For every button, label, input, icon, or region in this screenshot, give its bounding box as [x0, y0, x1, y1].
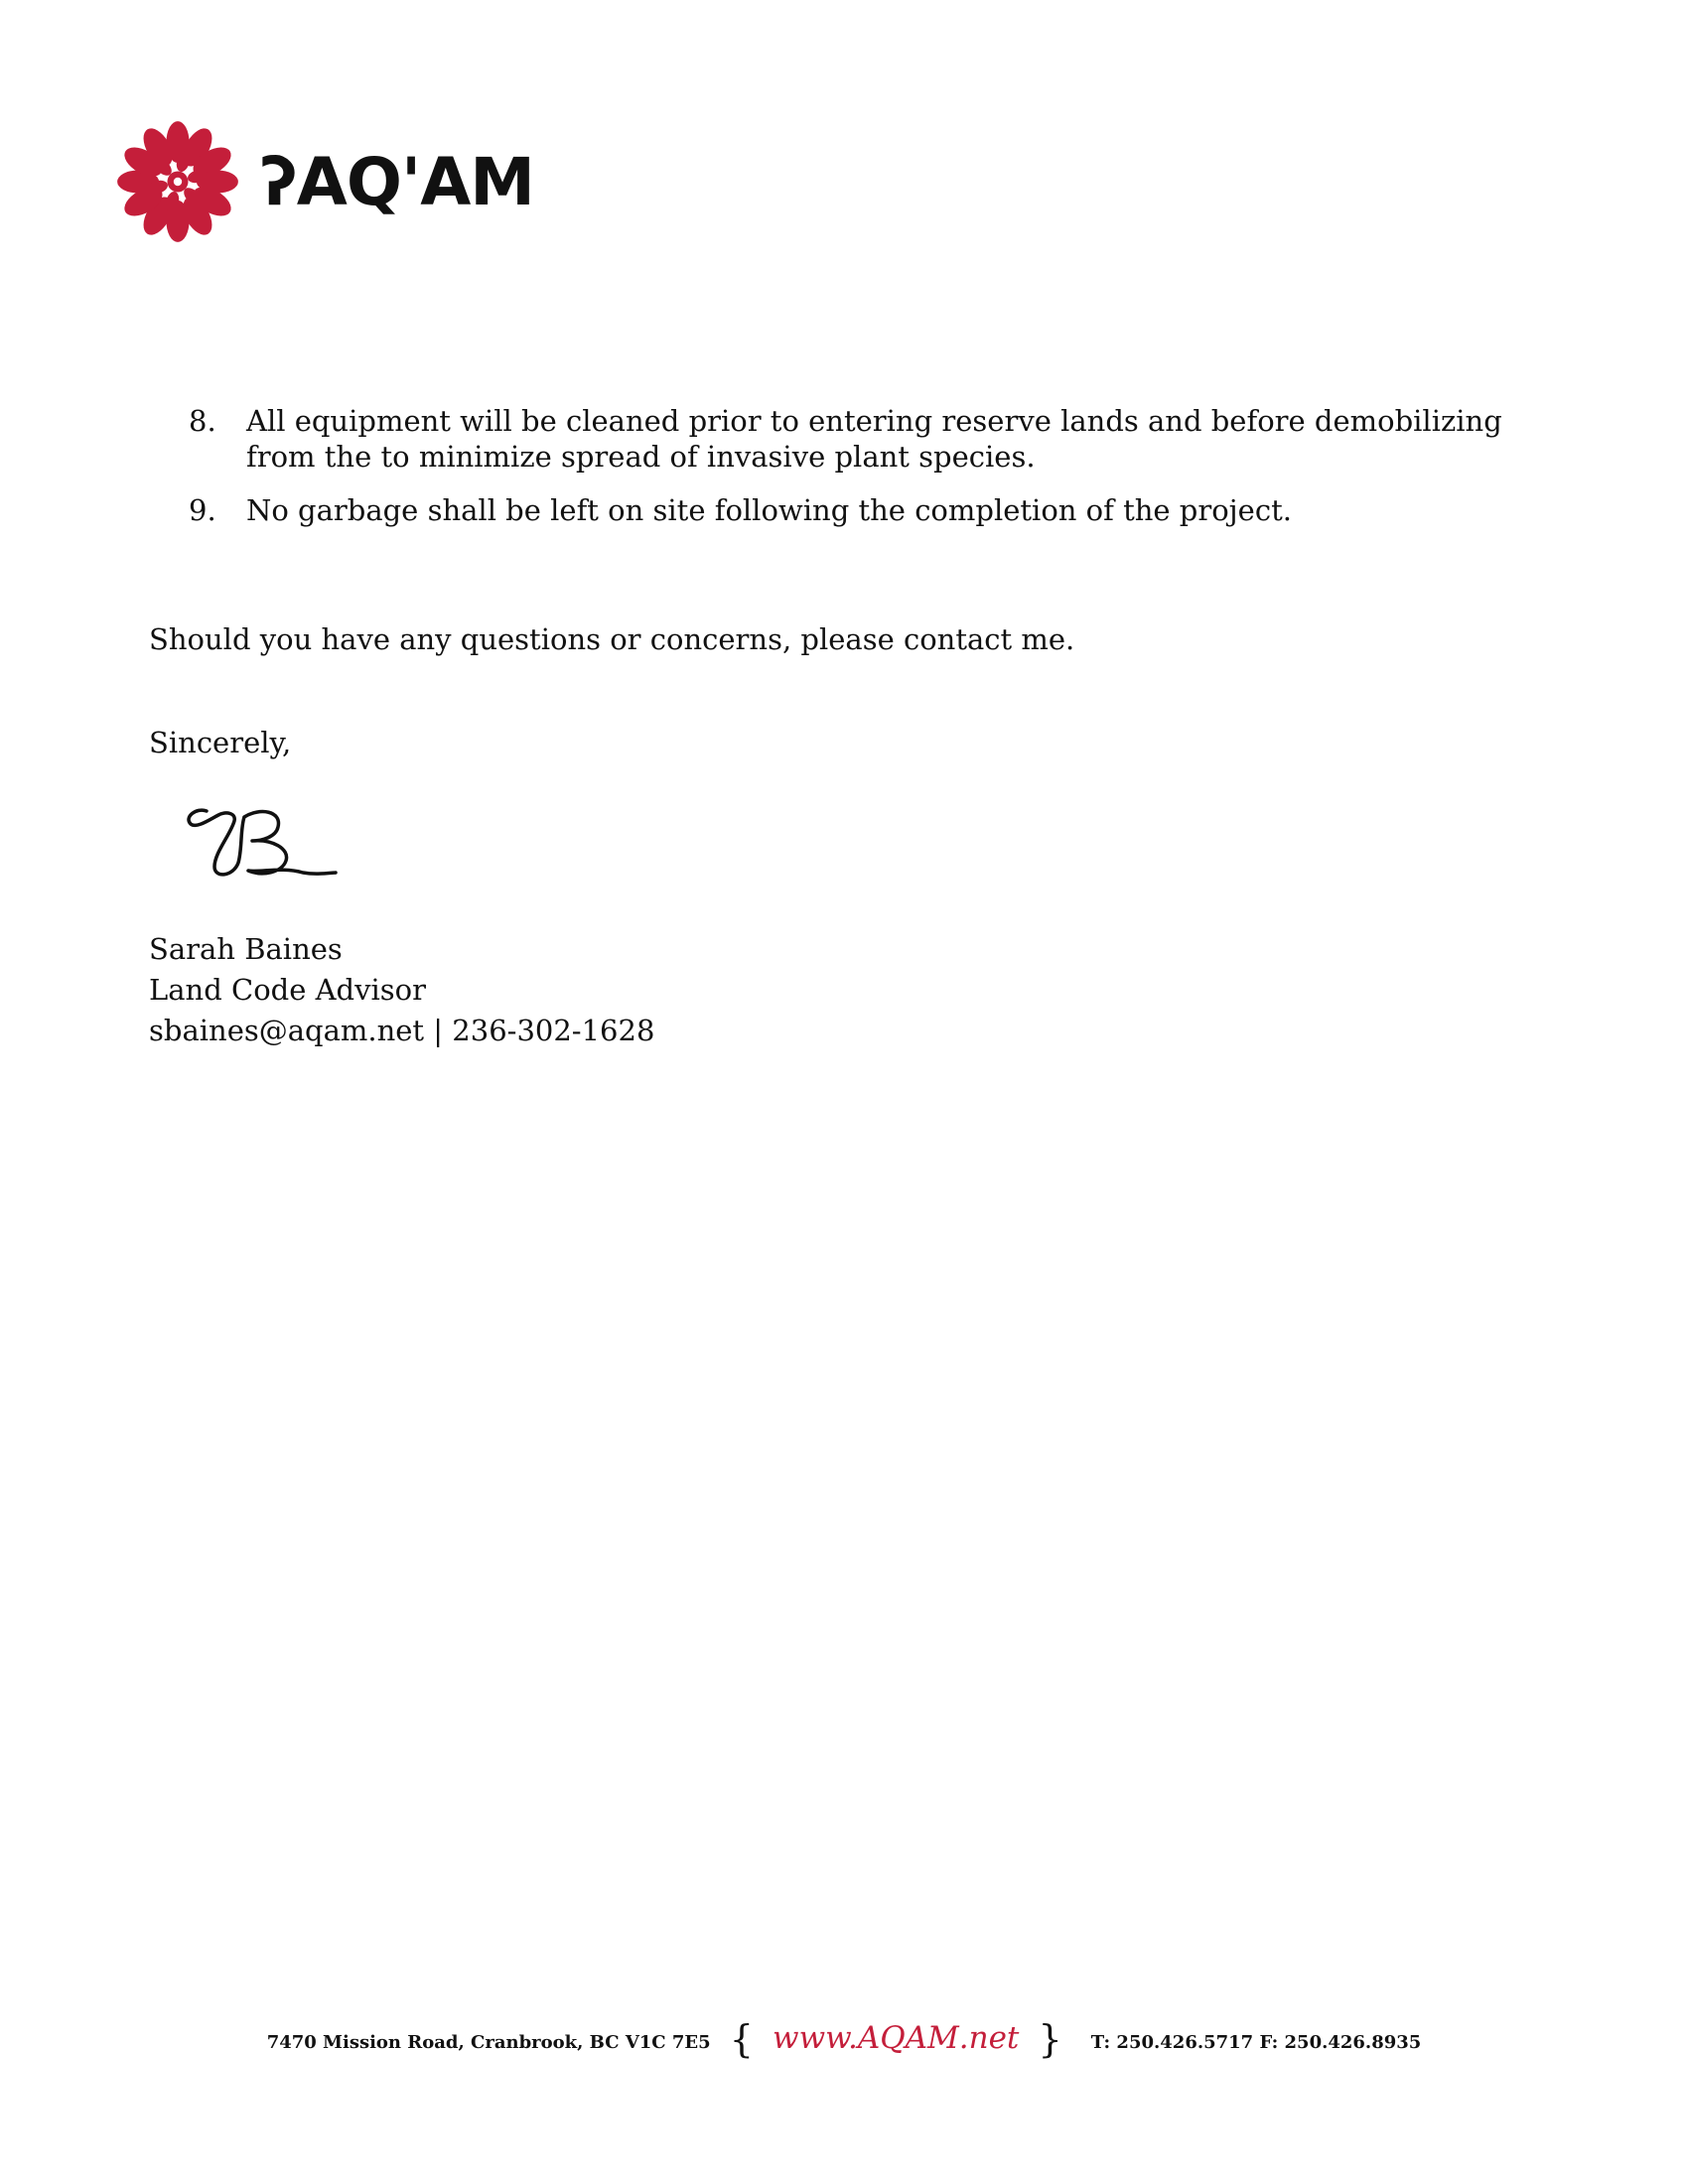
- flower-logo-icon: [115, 119, 240, 244]
- list-item: [189, 403, 1539, 475]
- list-item-number: 9.: [189, 493, 216, 527]
- signature-block: [149, 929, 654, 1051]
- handwritten-signature-icon: [179, 789, 348, 888]
- brand-name: ʔAQ'AM: [260, 143, 534, 220]
- signatory-name: Sarah Baines: [149, 932, 343, 966]
- left-brace-icon: {: [729, 2017, 754, 2061]
- letterhead-footer: [0, 2017, 1688, 2061]
- list-item: [189, 492, 1539, 528]
- letterhead-logo: [115, 119, 534, 244]
- closing-question: Should you have any questions or concerns, please contact me.: [149, 622, 1075, 656]
- list-item-text: No garbage shall be left on site following the completion of the project.: [246, 493, 1292, 527]
- signatory-title: Land Code Advisor: [149, 973, 426, 1007]
- footer-website-link[interactable]: www.AQAM.net: [773, 2020, 1020, 2056]
- right-brace-icon: }: [1038, 2017, 1062, 2061]
- conditions-list: [189, 403, 1539, 546]
- list-item-text: All equipment will be cleaned prior to entering reserve lands and before demobilizing from the to minimize spread of invasive plant species.: [246, 404, 1502, 474]
- footer-address: 7470 Mission Road, Cranbrook, BC V1C 7E5: [266, 2032, 711, 2053]
- signatory-contact: sbaines@aqam.net | 236-302-1628: [149, 1014, 655, 1047]
- footer-phones: T: 250.426.5717 F: 250.426.8935: [1090, 2032, 1422, 2053]
- list-item-number: 8.: [189, 404, 216, 438]
- salutation: Sincerely,: [149, 726, 292, 759]
